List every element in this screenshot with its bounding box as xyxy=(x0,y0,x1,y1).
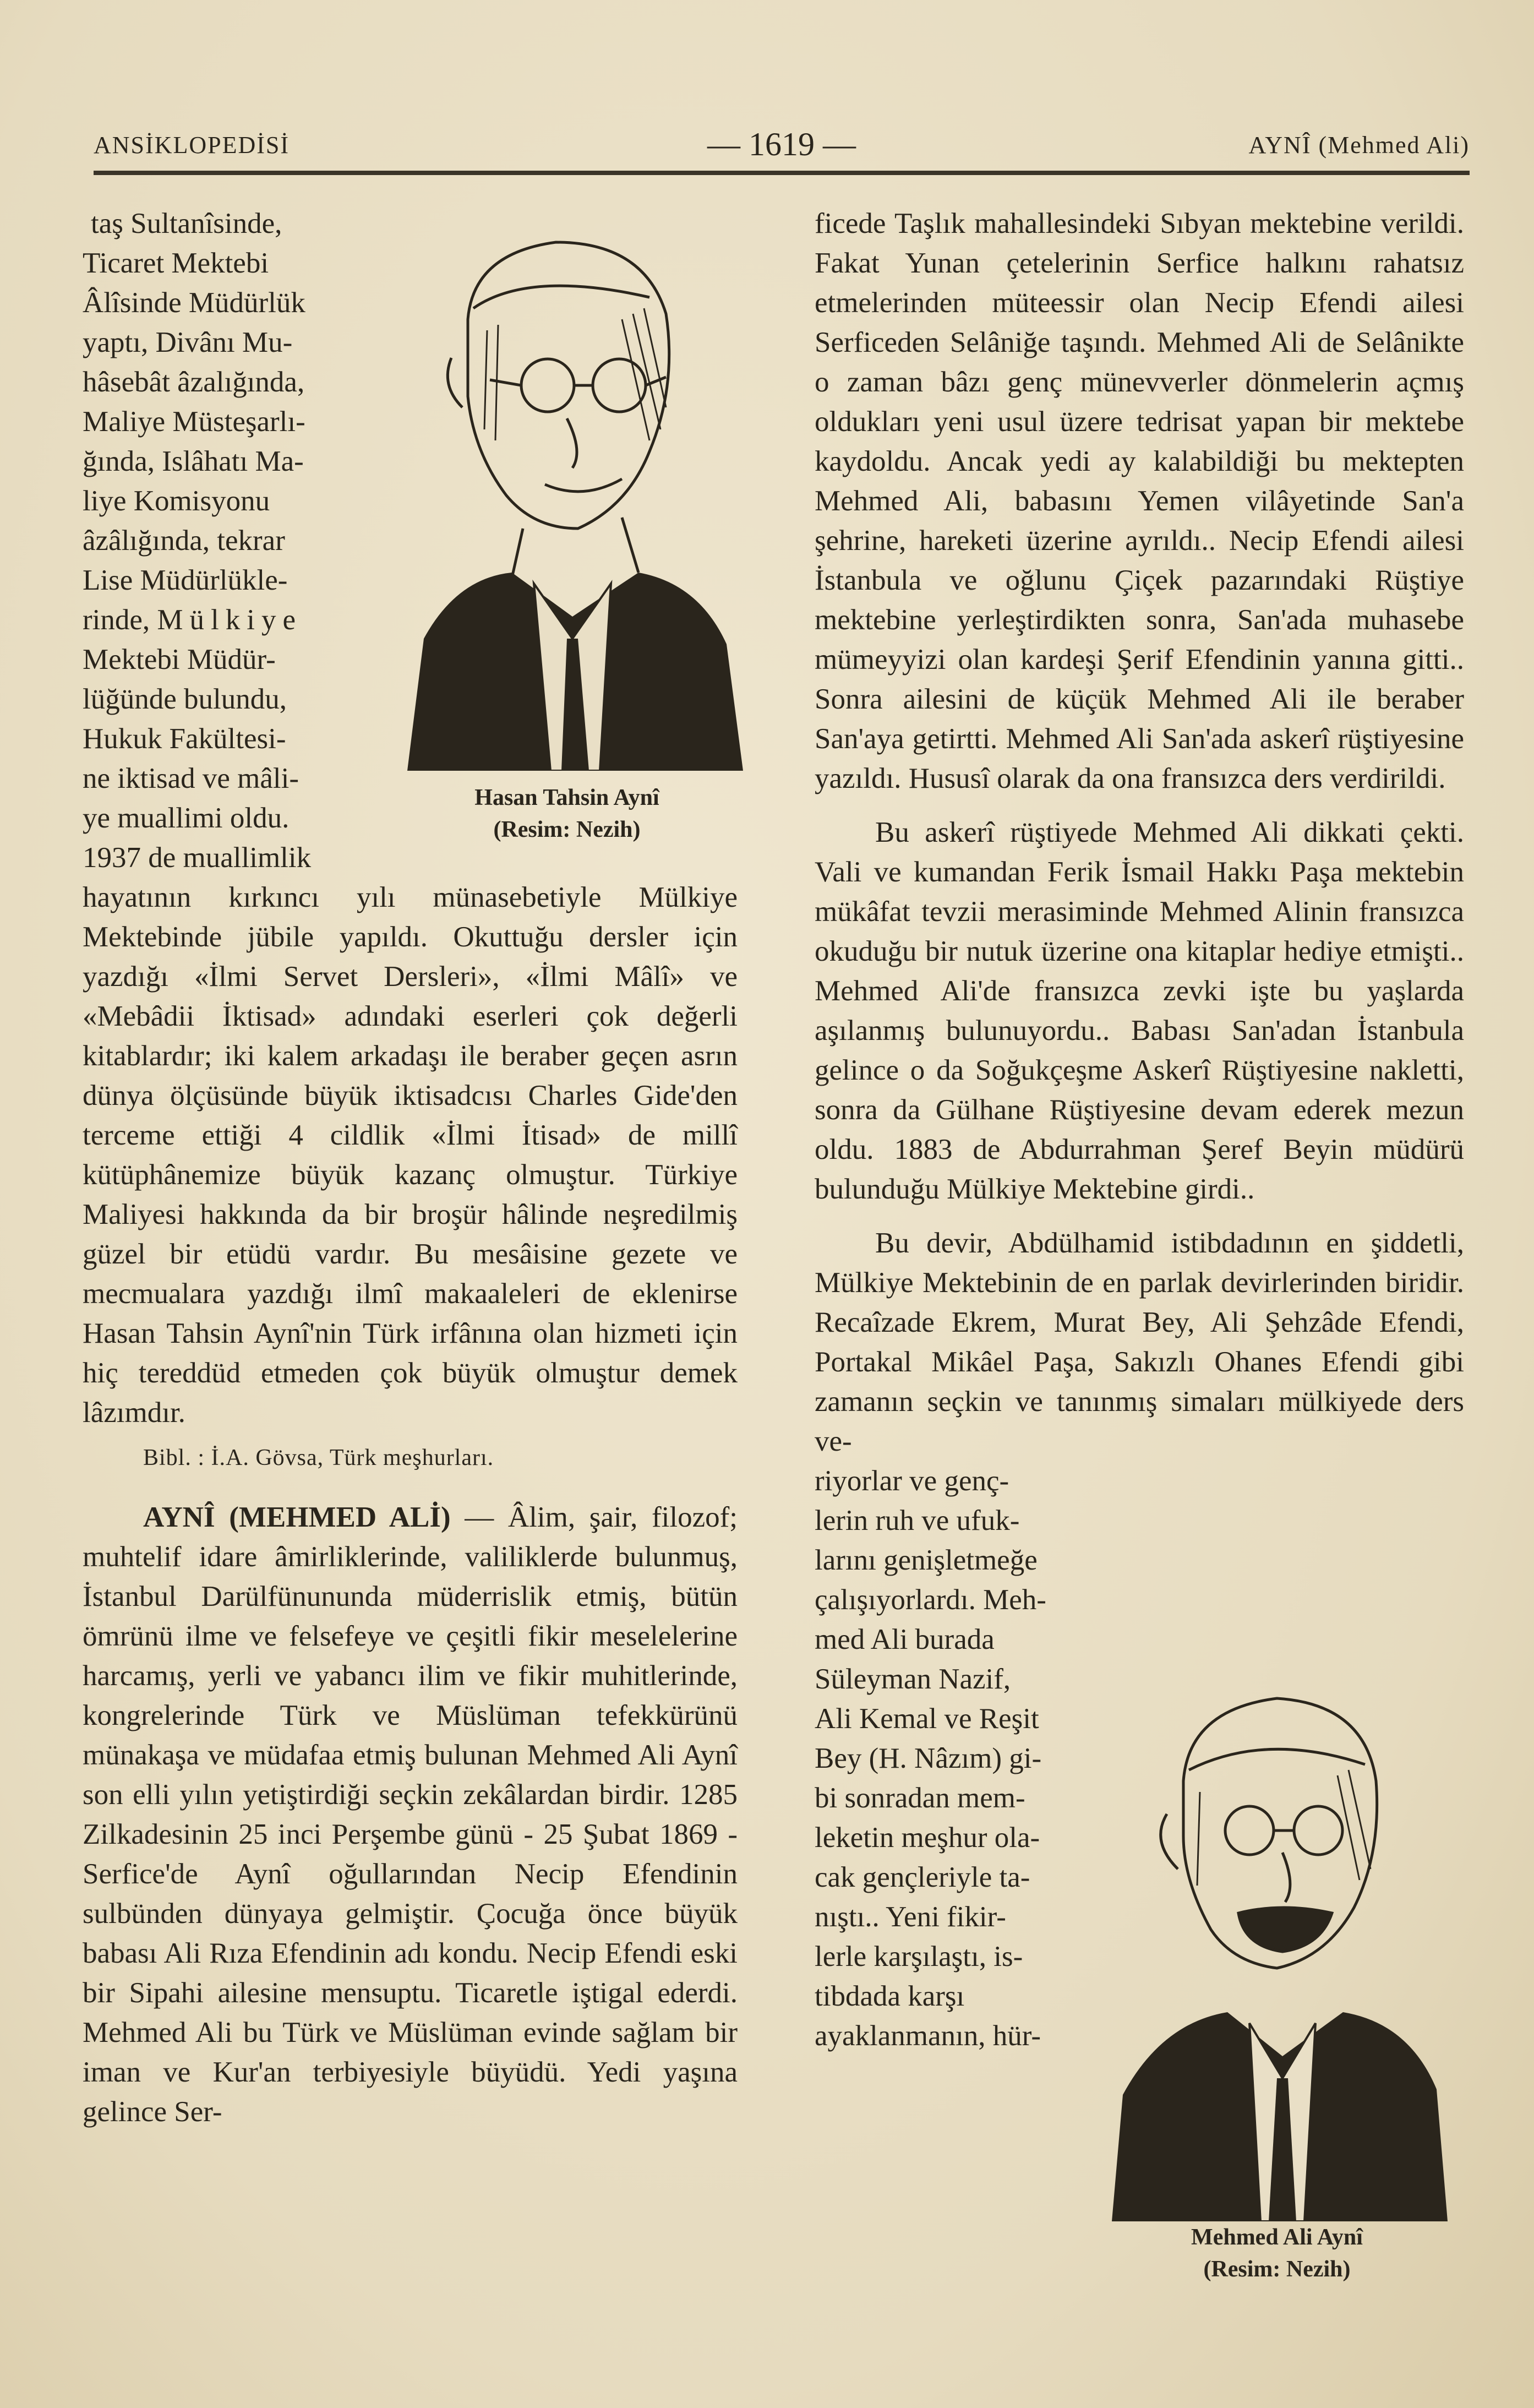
text-line: larını genişletmeğe xyxy=(815,1544,1038,1576)
paragraph: Bu devir, Abdülhamid istibdadının en şiddetli, Mülkiye Mektebinin de en parlak devirlerinden biridir. Recaîzade Ekrem, Murat Bey, Ali Şehzâde Efendi, Portakal Mikâel Paşa, Sakızlı Ohanes Efendi gibi zamanın seçkin ve tanınmış simaları mülkiyede ders ve- xyxy=(815,1227,1464,1457)
portrait-sketch xyxy=(1101,1671,1453,2221)
text-line: ne iktisad ve mâli- xyxy=(83,762,299,794)
page-number: — 1619 — xyxy=(707,126,856,162)
caption-credit: (Resim: Nezih) xyxy=(493,817,641,842)
portrait-mehmed-ali-ayni xyxy=(1101,1671,1453,2282)
text-line: Hukuk Fakültesi- xyxy=(83,723,286,755)
entry-text: — Âlim, şair, filozof; muhtelif idare âmirliklerinde, valiliklerde bulunmuş, İstanbul Darülfünununda müderrislik etmiş, bütün ömrünü ilme ve felsefeye ve çeşitli fikir meselelerine harcamış, yerli ve yabancı ilim ve fikir muhitlerinde, kongrelerinde Türk ve Müslüman tefekkürünü münakaşa ve müdafaa etmiş bulunan Mehmed Ali Aynî son elli yılın yetiştirdiği seçkin zekâlardan birdir. 1285 Zilkadesinin 25 inci Perşembe günü - 25 Şubat 1869 - Serfice'de Aynî oğullarından Necip Efendinin sulbünden dünyaya gelmiştir. Çocuğa önce büyük babası Ali Rıza Efendinin adı kondu. Necip Efendi eski bir Sipahi ailesine mensuptu. Ticaretle iştigal ederdi. Mehmed Ali bu Türk ve Müslüman evinde sağlam bir iman ve Kur'an terbiyesiyle büyüdü. Yedi yaşına gelince Ser- xyxy=(83,1501,738,2128)
spaced-word: Mülkiye xyxy=(157,604,303,636)
text-line: lerin ruh ve ufuk- xyxy=(815,1505,1020,1537)
text-line xyxy=(83,600,380,640)
text-line: âzâlığında, tekrar xyxy=(83,525,285,557)
paragraph: ficede Taşlık mahallesindeki Sıbyan mektebine verildi. Fakat Yunan çetelerinin Serfice halkını rahatsız etmelerinden müteessir olan Necip Efendi ailesi Serficeden Selâniğe taşındı. Mehmed Ali de Selânikte o zaman bâzı genç münevverler dönmelerin açmış oldukları yeni usul üzere tedrisat yapan bir mektebe kaydoldu. Ancak yedi ay kalabildiği bu mektepten Mehmed Ali, babasını Yemen vilâyetinde San'a şehrine, hareketi üzerine ayrıldı.. Necip Efendi ailesi İstanbula ve oğlunu Çiçek pazarındaki Rüştiye mektebine yerleştirdikten sonra, San'ada muhasebe mümeyyizi olan kardeşi Şerif Efendinin yanına gitti.. Sonra ailesini de küçük Mehmed Ali ile beraber San'aya getirtti. Mehmed Ali San'ada askerî rüştiyesine yazıldı. Hususî olarak da ona fransızca ders verdirildi. xyxy=(815,208,1464,794)
text-line: med Ali burada xyxy=(815,1624,995,1655)
caption-name: Hasan Tahsin Aynî xyxy=(474,785,659,810)
text-line: ye muallimi oldu. xyxy=(83,802,290,834)
text-line: Süleyman Nazif, xyxy=(815,1663,1011,1695)
paragraph: hayatının kırkıncı yılı münasebetiyle Mülkiye Mektebinde jübile yapıldı. Okuttuğu dersler için yazdığı «İlmi Servet Dersleri», «İlmi Mâlî» ve «Mebâdii İktisad» adındaki eserleri çok değerli kitablardır; iki kalem arkadaşı ile beraber geçen asrın dünya ölçüsünde büyük iktisadcısı Charles Gide'den terceme ettiği 4 cildlik «İlmi İtisad» de millî kütüphânemize büyük kazanç olmuştur. Türkiye Maliyesi hakkında da bir broşür hâlinde neşredilmiş güzel bir etüdü vardır. Bu mesâisine gezete ve mecmualara yazdığı ilmî makaaleleri de eklenirse Hasan Tahsin Aynî'nin Türk irfânına olan hizmeti için hiç tereddüd etmeden çok büyük olmuştur demek lâzımdır. xyxy=(83,881,738,1429)
portrait-caption-2 xyxy=(1101,2221,1453,2285)
text-line: Maliye Müsteşarlı- xyxy=(83,406,305,438)
text-line: Mektebi Müdür- xyxy=(83,644,276,675)
entry-heading: AYNÎ (MEHMED ALİ) xyxy=(143,1501,451,1533)
text-line: bi sonradan mem- xyxy=(815,1782,1025,1814)
text-line: Ticaret Mektebi xyxy=(83,247,269,279)
spacer xyxy=(815,798,1464,813)
text-line: hâsebât âzalığında, xyxy=(83,366,305,398)
spacer xyxy=(815,1209,1464,1223)
page-header xyxy=(94,126,1470,164)
text-fragment: rinde, xyxy=(83,604,150,636)
text-line: taş Sultanîsinde, xyxy=(91,208,282,239)
caption-name: Mehmed Ali Aynî xyxy=(1191,2225,1363,2250)
header-rule xyxy=(94,171,1470,175)
text-line: lüğünde bulundu, xyxy=(83,683,287,715)
caption-credit: (Resim: Nezih) xyxy=(1203,2257,1351,2282)
text-line: Âlîsinde Müdürlük xyxy=(83,287,305,319)
text-line: ğında, Islâhatı Ma- xyxy=(83,445,304,477)
portrait-sketch xyxy=(391,220,743,771)
text-line: çalışıyorlardı. Meh- xyxy=(815,1584,1046,1616)
text-line: lerle karşılaştı, is- xyxy=(815,1941,1023,1973)
text-line: Ali Kemal ve Reşit xyxy=(815,1703,1039,1735)
text-line: cak gençleriyle ta- xyxy=(815,1861,1030,1893)
text-line: leketin meşhur ola- xyxy=(815,1822,1040,1854)
text-line: nıştı.. Yeni fikir- xyxy=(815,1901,1006,1933)
portrait-hasan-tahsin-ayni xyxy=(391,220,743,842)
portrait-caption-1 xyxy=(391,782,743,846)
text-line: yaptı, Divânı Mu- xyxy=(83,326,293,358)
bibliography: Bibl. : İ.A. Gövsa, Türk meşhurları. xyxy=(143,1445,494,1470)
text-line: Lise Müdürlükle- xyxy=(83,564,288,596)
text-line: ayaklanmanın, hür- xyxy=(815,2020,1041,2052)
text-line: tibdada karşı xyxy=(815,1980,965,2012)
text-line: Bey (H. Nâzım) gi- xyxy=(815,1742,1042,1774)
text-line: riyorlar ve genç- xyxy=(815,1465,1009,1497)
paragraph: Bu askerî rüştiyede Mehmed Ali dikkati çekti. Vali ve kumandan Ferik İsmail Hakkı Paşa mektebin mükâfat tevzii merasiminde Mehmed Alinin fransızca okuduğu bir nutuk üzerine ona kitaplar hediye etmişti.. Mehmed Ali'de fransızca zevki işte bu yaşlarda aşılanmış bulunuyordu.. Babası San'adan İstanbula gelince o da Soğukçeşme Askerî Rüştiyesine nakletti, sonra da Gülhane Rüştiyesine devam ederek mezun oldu. 1883 de Abdurrahman Şeref Beyin müdürü bulunduğu Mülkiye Mektebine girdi.. xyxy=(815,816,1464,1205)
left-wrap-block xyxy=(83,204,380,878)
right-wrap-block xyxy=(815,1461,1090,2056)
entry-paragraph xyxy=(83,1497,738,2132)
text-line: 1937 de muallimlik xyxy=(83,842,312,874)
header-right: AYNÎ (Mehmed Ali) xyxy=(1248,132,1470,159)
header-left: ANSİKLOPEDİSİ xyxy=(94,132,290,159)
text-line: liye Komisyonu xyxy=(83,485,270,517)
